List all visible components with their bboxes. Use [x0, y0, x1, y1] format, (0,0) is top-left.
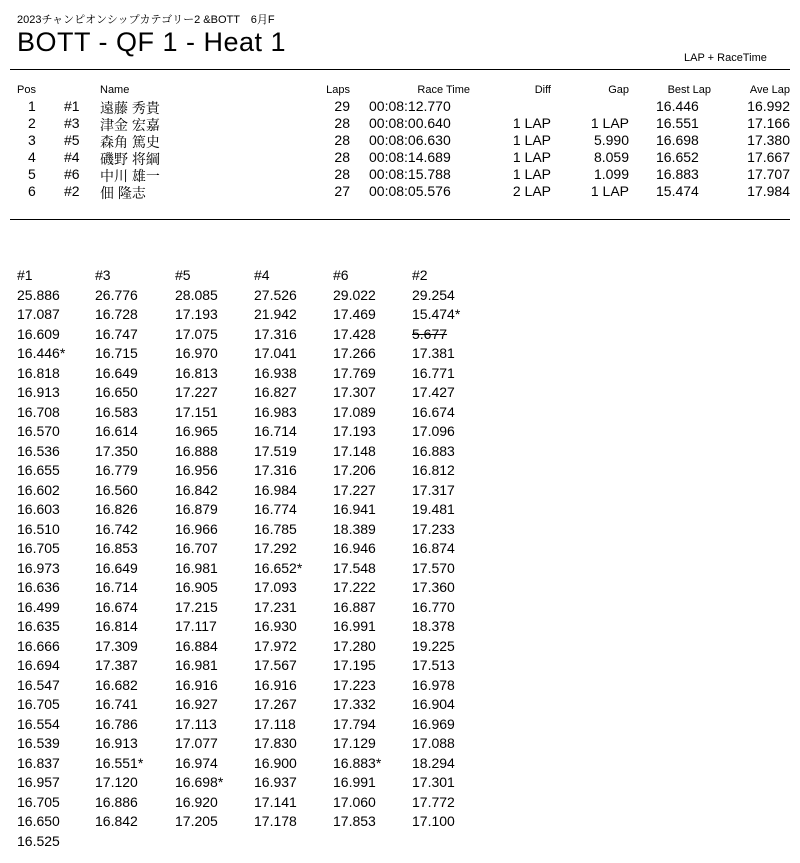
- lap-time: 17.280: [333, 637, 376, 654]
- lap-time: 16.649: [95, 559, 138, 576]
- result-laps: 28: [334, 132, 350, 148]
- lap-time: 16.978: [412, 676, 455, 693]
- lap-time: 17.041: [254, 345, 297, 361]
- lap-time: 17.118: [254, 715, 296, 732]
- lap-time: 17.794: [333, 715, 376, 732]
- lap-time: 16.991: [333, 618, 376, 634]
- header-gap: Gap: [608, 84, 629, 96]
- lap-time: 16.728: [95, 306, 138, 322]
- lap-time: 16.818: [17, 364, 60, 381]
- lap-time: 16.770: [412, 598, 455, 615]
- lap-time: 16.888: [175, 442, 218, 459]
- result-gap: 5.990: [593, 132, 629, 148]
- lap-column: [175, 266, 253, 832]
- lap-time: 17.227: [175, 384, 218, 400]
- lap-time: 16.981: [175, 559, 218, 576]
- lap-time: 16.547: [17, 676, 60, 693]
- lap-time: 17.301: [412, 774, 455, 790]
- lap-time: 27.526: [254, 286, 297, 303]
- lap-time: 17.077: [175, 735, 218, 751]
- result-ave-lap: 17.984: [747, 183, 790, 199]
- lap-time: 17.100: [412, 813, 455, 829]
- lap-time: 16.666: [17, 637, 60, 654]
- result-row: [0, 132, 800, 149]
- lap-time: 17.307: [333, 384, 376, 400]
- result-ave-lap: 17.667: [747, 149, 790, 165]
- lap-time: 16.938: [254, 364, 297, 381]
- lap-time: 17.093: [254, 579, 297, 595]
- lap-time: 17.853: [333, 813, 376, 829]
- lap-time: 16.655: [17, 462, 60, 478]
- lap-time: 17.427: [412, 384, 455, 400]
- lap-time: 17.215: [175, 598, 218, 615]
- lap-time: 16.904: [412, 696, 455, 712]
- result-ave-lap: 17.380: [747, 132, 790, 148]
- result-car-number: #6: [64, 166, 80, 182]
- lap-time: 16.970: [175, 345, 218, 361]
- result-driver-name: 津金 宏嘉: [100, 117, 160, 133]
- lap-time: 17.332: [333, 696, 376, 712]
- result-row: [0, 149, 800, 166]
- lap-time: 17.972: [254, 637, 297, 654]
- lap-time: 17.148: [333, 442, 376, 459]
- result-race-time: 00:08:00.640: [369, 115, 451, 131]
- lap-time: 16.708: [17, 403, 60, 420]
- lap-column-car-number: #5: [175, 267, 191, 283]
- lap-time: 16.900: [254, 754, 297, 771]
- lap-time: 17.178: [254, 813, 297, 829]
- lap-time: 25.886: [17, 286, 60, 303]
- result-row: [0, 166, 800, 183]
- lap-time: 16.966: [175, 520, 218, 537]
- lap-time: 15.474*: [412, 306, 461, 322]
- lap-time: 16.705: [17, 793, 60, 810]
- lap-column: [333, 266, 411, 832]
- result-pos: 3: [28, 132, 36, 148]
- lap-time: 16.886: [95, 793, 138, 810]
- result-car-number: #4: [64, 149, 80, 165]
- lap-time: 17.151: [175, 403, 218, 420]
- result-race-time: 00:08:05.576: [369, 183, 451, 199]
- lap-time: 16.614: [95, 423, 138, 439]
- report-type-label: LAP + RaceTime: [684, 52, 767, 64]
- lap-time: 16.694: [17, 657, 60, 673]
- lap-time: 16.842: [175, 481, 218, 498]
- lap-time: 16.674: [95, 598, 138, 615]
- lap-time: 16.603: [17, 501, 60, 517]
- lap-time: 16.652*: [254, 559, 303, 576]
- lap-column-car-number: #3: [95, 267, 111, 283]
- lap-time: 17.387: [95, 657, 138, 673]
- lap-time: 29.254: [412, 286, 455, 303]
- result-race-time: 00:08:14.689: [369, 149, 451, 165]
- lap-column-car-number: #2: [412, 267, 428, 283]
- lap-time: 16.583: [95, 403, 138, 420]
- result-ave-lap: 17.166: [747, 115, 790, 131]
- lap-time: 17.570: [412, 559, 455, 576]
- result-pos: 1: [28, 98, 36, 114]
- result-pos: 6: [28, 183, 36, 199]
- result-driver-name: 佃 隆志: [100, 185, 146, 201]
- lap-time: 16.827: [254, 384, 297, 400]
- lap-time: 16.991: [333, 774, 376, 790]
- lap-time: 19.225: [412, 637, 455, 654]
- lap-time: 17.772: [412, 793, 455, 810]
- lap-column-car-number: #4: [254, 267, 270, 283]
- results-table: [0, 84, 800, 200]
- lap-time: 17.233: [412, 520, 455, 537]
- lap-time: 16.946: [333, 540, 376, 556]
- result-laps: 28: [334, 166, 350, 182]
- result-best-lap: 16.446: [656, 98, 699, 114]
- lap-time: 16.883*: [333, 754, 382, 771]
- lap-time: 18.378: [412, 618, 455, 634]
- result-best-lap: 16.551: [656, 115, 699, 131]
- result-pos: 2: [28, 115, 36, 131]
- result-laps: 28: [334, 149, 350, 165]
- lap-time: 16.446*: [17, 345, 66, 361]
- header-race-time: Race Time: [417, 84, 470, 96]
- lap-time: 17.513: [412, 657, 455, 673]
- result-gap: 1 LAP: [590, 115, 629, 131]
- lap-time: 16.887: [333, 598, 376, 615]
- result-best-lap: 16.883: [656, 166, 699, 182]
- lap-time: 16.650: [17, 813, 60, 829]
- lap-time: 17.141: [254, 793, 297, 810]
- lap-time: 16.714: [95, 579, 138, 595]
- lap-time: 16.747: [95, 325, 138, 342]
- lap-time: 16.771: [412, 364, 455, 381]
- lap-time: 16.927: [175, 696, 218, 712]
- lap-time: 16.779: [95, 462, 138, 478]
- lap-time: 17.089: [333, 403, 376, 420]
- lap-time: 17.223: [333, 676, 376, 693]
- lap-time: 17.088: [412, 735, 455, 751]
- divider-top: [10, 69, 790, 70]
- result-diff: 2 LAP: [512, 183, 551, 199]
- lap-time: 17.567: [254, 657, 297, 673]
- result-laps: 29: [334, 98, 350, 114]
- lap-time: 16.884: [175, 637, 218, 654]
- lap-time: 17.113: [175, 715, 217, 732]
- result-laps: 28: [334, 115, 350, 131]
- lap-time: 17.096: [412, 423, 455, 439]
- result-ave-lap: 16.992: [747, 98, 790, 114]
- lap-time: 16.525: [17, 832, 60, 849]
- lap-time: 16.814: [95, 618, 138, 634]
- lap-time: 16.649: [95, 364, 138, 381]
- lap-time: 16.698*: [175, 774, 224, 790]
- result-laps: 27: [334, 183, 350, 199]
- lap-time: 17.267: [254, 696, 297, 712]
- lap-time: 16.937: [254, 774, 297, 790]
- result-diff: 1 LAP: [512, 149, 551, 165]
- lap-time: 17.830: [254, 735, 297, 751]
- lap-time: 16.551*: [95, 754, 144, 771]
- lap-time: 17.075: [175, 325, 218, 342]
- lap-time: 17.519: [254, 442, 297, 459]
- lap-time: 17.292: [254, 540, 297, 556]
- lap-time: 16.957: [17, 774, 60, 790]
- result-row: [0, 98, 800, 115]
- lap-time: 17.266: [333, 345, 376, 361]
- lap-time: 16.826: [95, 501, 138, 517]
- lap-time: 19.481: [412, 501, 455, 517]
- lap-time: 16.916: [175, 676, 218, 693]
- lap-time: 17.360: [412, 579, 455, 595]
- lap-time: 16.674: [412, 403, 455, 420]
- lap-time: 17.428: [333, 325, 376, 342]
- lap-time: 17.227: [333, 481, 376, 498]
- result-pos: 4: [28, 149, 36, 165]
- lap-time: 16.570: [17, 423, 60, 439]
- result-driver-name: 磯野 将綱: [100, 151, 160, 167]
- lap-time: 17.317: [412, 481, 455, 498]
- lap-time: 16.930: [254, 618, 297, 634]
- result-diff: 1 LAP: [512, 132, 551, 148]
- header-diff: Diff: [534, 84, 551, 96]
- lap-time: 17.548: [333, 559, 376, 576]
- lap-time: 16.554: [17, 715, 60, 732]
- lap-time: 16.539: [17, 735, 60, 751]
- lap-time: 16.812: [412, 462, 455, 478]
- lap-time: 16.974: [175, 754, 218, 771]
- lap-time: 17.195: [333, 657, 376, 673]
- result-car-number: #1: [64, 98, 80, 114]
- lap-time: 16.916: [254, 676, 297, 693]
- lap-time: 17.316: [254, 325, 297, 342]
- lap-time: 16.920: [175, 793, 218, 810]
- lap-time: 17.381: [412, 345, 455, 361]
- result-race-time: 00:08:06.630: [369, 132, 451, 148]
- result-gap: 1.099: [593, 166, 629, 182]
- lap-time: 16.609: [17, 325, 60, 342]
- lap-time: 16.879: [175, 501, 218, 517]
- header-ave-lap: Ave Lap: [749, 84, 790, 96]
- lap-time: 17.206: [333, 462, 376, 478]
- lap-time: 16.742: [95, 520, 138, 537]
- lap-time: 17.469: [333, 306, 376, 322]
- lap-time: 16.650: [95, 384, 138, 400]
- results-header-row: [0, 84, 800, 98]
- lap-time: 16.956: [175, 462, 218, 478]
- lap-time: 16.913: [17, 384, 60, 400]
- header-best-lap: Best Lap: [667, 84, 711, 96]
- report-title: BOTT - QF 1 - Heat 1: [17, 27, 287, 57]
- lap-column: [17, 266, 95, 851]
- result-car-number: #5: [64, 132, 80, 148]
- lap-time: 16.536: [17, 442, 60, 459]
- lap-time: 17.205: [175, 813, 218, 829]
- lap-time: 16.913: [95, 735, 138, 751]
- header-name: Name: [100, 84, 130, 96]
- result-pos: 5: [28, 166, 36, 182]
- lap-column: [254, 266, 332, 832]
- lap-time: 17.087: [17, 306, 60, 322]
- lap-time: 17.309: [95, 637, 138, 654]
- lap-time: 16.510: [17, 520, 60, 537]
- lap-column: [412, 266, 490, 832]
- lap-time: 16.969: [412, 715, 455, 732]
- result-best-lap: 16.698: [656, 132, 699, 148]
- lap-time: 26.776: [95, 286, 138, 303]
- lap-time: 16.883: [412, 442, 455, 459]
- result-row: [0, 183, 800, 200]
- lap-time: 16.941: [333, 501, 376, 517]
- result-row: [0, 115, 800, 132]
- lap-time: 17.129: [333, 735, 376, 751]
- lap-time: 17.060: [333, 793, 376, 810]
- lap-time: 17.193: [333, 423, 376, 439]
- lap-time: 16.813: [175, 364, 218, 381]
- lap-time: 16.981: [175, 657, 218, 673]
- result-car-number: #3: [64, 115, 80, 131]
- lap-time: 5.677: [412, 325, 448, 342]
- lap-time: 16.635: [17, 618, 60, 634]
- lap-time: 16.636: [17, 579, 60, 595]
- lap-time: 16.602: [17, 481, 60, 498]
- lap-time: 28.085: [175, 286, 218, 303]
- lap-time: 16.707: [175, 540, 218, 556]
- result-driver-name: 中川 雄一: [100, 168, 160, 184]
- lap-time: 16.984: [254, 481, 297, 498]
- lap-time: 16.837: [17, 754, 60, 771]
- lap-time: 16.715: [95, 345, 138, 361]
- lap-time: 16.705: [17, 540, 60, 556]
- result-driver-name: 遠藤 秀貴: [100, 100, 160, 116]
- lap-time: 17.769: [333, 364, 376, 381]
- lap-time: 17.120: [95, 774, 138, 790]
- lap-time: 18.389: [333, 520, 376, 537]
- result-ave-lap: 17.707: [747, 166, 790, 182]
- lap-time: 16.499: [17, 598, 60, 615]
- lap-column-car-number: #1: [17, 267, 33, 283]
- lap-time: 16.785: [254, 520, 297, 537]
- lap-time: 29.022: [333, 286, 376, 303]
- result-gap: 1 LAP: [590, 183, 629, 199]
- lap-time: 16.853: [95, 540, 138, 556]
- lap-time: 16.741: [95, 696, 138, 712]
- result-car-number: #2: [64, 183, 80, 199]
- result-best-lap: 16.652: [656, 149, 699, 165]
- lap-time: 16.705: [17, 696, 60, 712]
- lap-time: 17.193: [175, 306, 218, 322]
- lap-time: 16.786: [95, 715, 138, 732]
- result-diff: 1 LAP: [512, 166, 551, 182]
- lap-time: 21.942: [254, 306, 297, 322]
- lap-column-car-number: #6: [333, 267, 349, 283]
- header-pos: Pos: [17, 84, 36, 96]
- result-driver-name: 森角 篤史: [100, 134, 160, 150]
- lap-column: [95, 266, 173, 832]
- divider-bottom: [10, 219, 790, 220]
- result-gap: 8.059: [593, 149, 629, 165]
- lap-time: 17.117: [175, 618, 217, 634]
- lap-time: 17.316: [254, 462, 297, 478]
- lap-time: 16.905: [175, 579, 218, 595]
- lap-time: 16.774: [254, 501, 297, 517]
- result-race-time: 00:08:12.770: [369, 98, 451, 114]
- result-race-time: 00:08:15.788: [369, 166, 451, 182]
- lap-time: 16.714: [254, 423, 297, 439]
- result-best-lap: 15.474: [656, 183, 699, 199]
- result-diff: 1 LAP: [512, 115, 551, 131]
- lap-time: 17.231: [254, 598, 297, 615]
- lap-time: 16.560: [95, 481, 138, 498]
- header-laps: Laps: [326, 84, 350, 96]
- lap-time: 17.222: [333, 579, 376, 595]
- lap-time: 18.294: [412, 754, 455, 771]
- lap-time: 16.965: [175, 423, 218, 439]
- lap-time: 17.350: [95, 442, 138, 459]
- lap-time: 16.973: [17, 559, 60, 576]
- lap-time: 16.682: [95, 676, 138, 693]
- lap-time: 16.983: [254, 403, 297, 420]
- lap-time: 16.874: [412, 540, 455, 556]
- report-subtitle: 2023チャンピオンシップカテゴリー2 &BOTT 6月F: [17, 14, 275, 26]
- lap-time: 16.842: [95, 813, 138, 829]
